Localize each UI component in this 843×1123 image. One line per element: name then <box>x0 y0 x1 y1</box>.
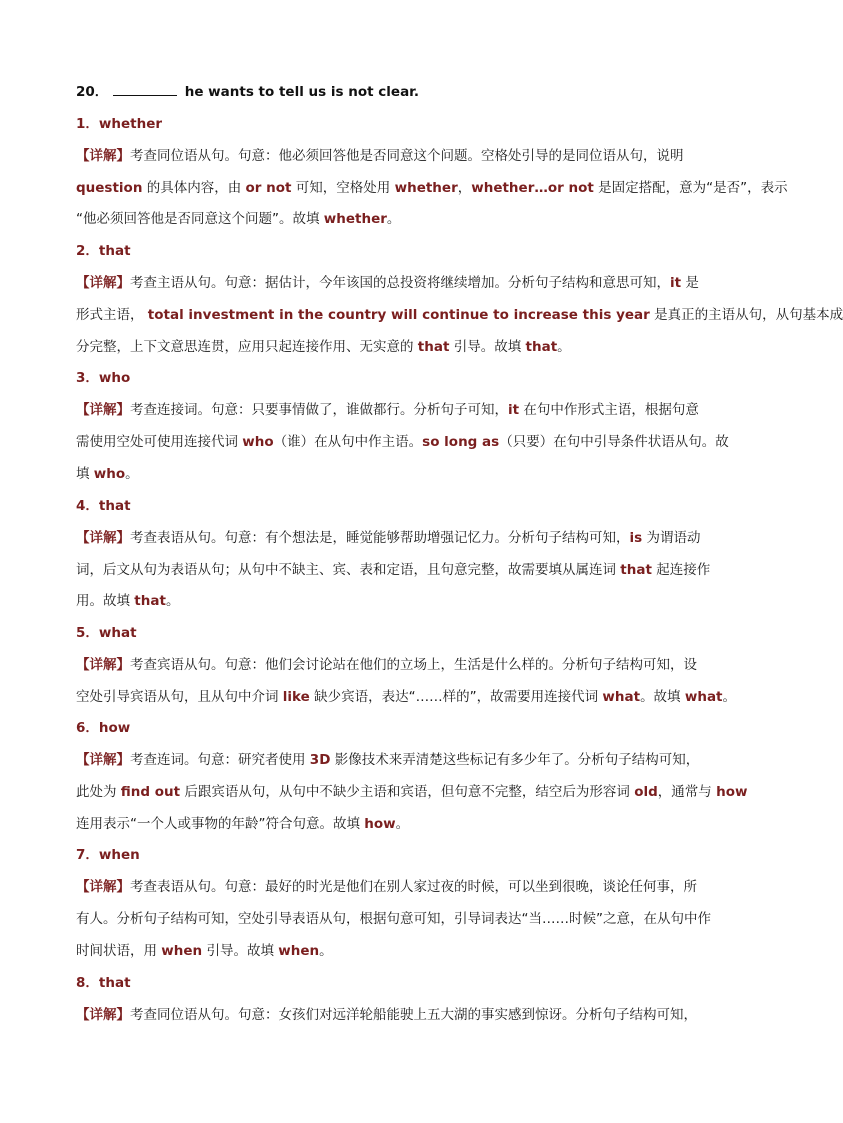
explanation-text: 。 <box>319 943 333 959</box>
explanation-line <box>76 178 788 198</box>
english-term: when <box>278 943 320 959</box>
detail-tag: 【详解】 <box>76 752 130 768</box>
explanation-text: 可知，空格处用 <box>291 180 395 196</box>
explanation-line <box>76 305 843 325</box>
english-term: that <box>525 339 558 355</box>
english-term: so long as <box>422 434 500 450</box>
detail-tag: 【详解】 <box>76 148 130 164</box>
explanation-text: 此处为 <box>76 784 121 800</box>
detail-tag: 【详解】 <box>76 657 130 673</box>
explanation-text: 考查同位语从句。句意：他必须回答他是否同意这个问题。空格处引导的是同位语从句，说明 <box>130 148 684 164</box>
explanation-text: 。 <box>722 689 737 705</box>
question-line <box>76 82 419 102</box>
english-term: when <box>161 943 203 959</box>
answer-blank <box>113 83 177 96</box>
question-number: 20． <box>76 84 109 100</box>
explanation-text: 考查宾语从句。句意：他们会讨论站在他们的立场上，生活是什么样的。分析句子结构可知，设 <box>130 657 697 673</box>
english-term: that <box>134 593 166 609</box>
answer-heading: 3．who <box>76 370 131 386</box>
explanation-text: 填 <box>76 466 94 482</box>
explanation-line <box>76 655 697 675</box>
explanation-text: 考查主语从句。句意：据估计，今年该国的总投资将继续增加。分析句子结构和意思可知， <box>130 275 670 291</box>
english-term: it <box>508 402 520 418</box>
explanation-text: 是固定搭配，意为“是否”，表示 <box>593 180 788 196</box>
explanation-text: “他必须回答他是否同意这个问题”。故填 <box>76 211 324 227</box>
explanation-line <box>76 337 571 357</box>
english-term: who <box>93 466 126 482</box>
english-term: how <box>364 816 396 832</box>
answer-heading: 6．how <box>76 720 131 736</box>
explanation-text: 考查连接词。句意：只要事情做了，谁做都行。分析句子可知， <box>130 402 508 418</box>
explanation-text: 时间状语，用 <box>76 943 162 959</box>
english-term: 3D <box>309 752 331 768</box>
explanation-line <box>76 560 710 580</box>
explanation-text: （谁）在从句中作主语。 <box>273 434 423 450</box>
english-term: find out <box>120 784 181 800</box>
explanation-text: 为谓语动 <box>642 530 701 546</box>
explanation-text: （只要）在句中引导条件状语从句。故 <box>499 434 729 450</box>
explanation-line <box>76 1005 697 1025</box>
english-term: whether <box>394 180 458 196</box>
english-term: who <box>242 434 274 450</box>
explanation-text: 空处引导宾语从句，且从句中介词 <box>76 689 283 705</box>
explanation-text: 考查连词。句意：研究者使用 <box>130 752 310 768</box>
explanation-text: 。故填 <box>640 689 685 705</box>
explanation-text: 是真正的主语从句，从句基本成 <box>649 307 843 323</box>
explanation-text: 后跟宾语从句，从句中不缺少主语和宾语，但句意不完整，结空后为形容词 <box>180 784 635 800</box>
explanation-line <box>76 146 684 166</box>
explanation-text: 引导。故填 <box>449 339 526 355</box>
answer-heading: 8．that <box>76 975 131 991</box>
explanation-line <box>76 877 697 897</box>
answer-heading: 7．when <box>76 847 140 863</box>
answer-heading: 1．whether <box>76 116 163 132</box>
explanation-text: 引导。故填 <box>202 943 279 959</box>
explanation-text: 。 <box>165 593 180 609</box>
english-term: what <box>684 689 723 705</box>
answer-heading: 5．what <box>76 625 137 641</box>
explanation-line <box>76 814 409 834</box>
english-term: or not <box>245 180 292 196</box>
explanation-text: 形式主语， <box>76 307 148 323</box>
explanation-line <box>76 209 400 229</box>
english-term: how <box>716 784 748 800</box>
english-term: what <box>602 689 641 705</box>
explanation-text: 影像技术来弄清楚这些标记有多少年了。分析句子结构可知， <box>330 752 700 768</box>
detail-tag: 【详解】 <box>76 879 130 895</box>
explanation-text: 。 <box>557 339 571 355</box>
explanation-text: 的具体内容，由 <box>142 180 246 196</box>
explanation-line <box>76 400 699 420</box>
explanation-text: 有人。分析句子结构可知，空处引导表语从句，根据句意可知，引导词表达“当……时候”之意，在从句中作 <box>76 911 711 927</box>
detail-tag: 【详解】 <box>76 530 130 546</box>
explanation-line <box>76 273 699 293</box>
english-term: is <box>629 530 643 546</box>
detail-tag: 【详解】 <box>76 275 130 291</box>
explanation-line <box>76 528 700 548</box>
english-term: total investment in the country will continue to increase this year <box>147 307 650 323</box>
explanation-line <box>76 750 699 770</box>
question-text: he wants to tell us is not clear. <box>184 84 420 100</box>
explanation-text: 在句中作形式主语，根据句意 <box>519 402 699 418</box>
explanation-line <box>76 782 747 802</box>
english-term: whether <box>323 211 387 227</box>
explanation-line <box>76 591 179 611</box>
answer-heading: 2．that <box>76 243 131 259</box>
explanation-text: 。 <box>386 211 401 227</box>
explanation-text: 词，后文从句为表语从句；从句中不缺主、宾、表和定语，且句意完整，故需要填从属连词 <box>76 562 621 578</box>
english-term: old <box>634 784 658 800</box>
explanation-text: 缺少宾语，表达“……样的”，故需要用连接代词 <box>309 689 603 705</box>
english-term: whether…or not <box>471 180 594 196</box>
english-term: it <box>670 275 682 291</box>
explanation-text: ， <box>457 180 472 196</box>
explanation-text: 连用表示“一个人或事物的年龄”符合句意。故填 <box>76 816 365 832</box>
explanation-line <box>76 941 333 961</box>
explanation-text: 。 <box>395 816 410 832</box>
explanation-text: 。 <box>125 466 139 482</box>
detail-tag: 【详解】 <box>76 1007 130 1023</box>
detail-tag: 【详解】 <box>76 402 130 418</box>
explanation-text: 考查表语从句。句意：有个想法是，睡觉能够帮助增强记忆力。分析句子结构可知， <box>130 530 630 546</box>
explanation-text: 起连接作 <box>651 562 711 578</box>
explanation-text: 是 <box>681 275 699 291</box>
explanation-text: 考查同位语从句。句意：女孩们对远洋轮船能驶上五大湖的事实感到惊讶。分析句子结构可知， <box>130 1007 697 1023</box>
explanation-line <box>76 687 736 707</box>
english-term: that <box>620 562 652 578</box>
explanation-text: 分完整，上下文意思连贯，应用只起连接作用、无实意的 <box>76 339 418 355</box>
explanation-text: ，通常与 <box>657 784 717 800</box>
explanation-text: 需使用空处可使用连接代词 <box>76 434 243 450</box>
explanation-line <box>76 909 711 929</box>
english-term: question <box>76 180 143 196</box>
explanation-text: 考查表语从句。句意：最好的时光是他们在别人家过夜的时候，可以坐到很晚，谈论任何事，所 <box>130 879 697 895</box>
english-term: that <box>417 339 450 355</box>
explanation-line <box>76 432 729 452</box>
explanation-line <box>76 464 139 484</box>
answer-heading: 4．that <box>76 498 131 514</box>
explanation-text: 用。故填 <box>76 593 135 609</box>
english-term: like <box>282 689 310 705</box>
